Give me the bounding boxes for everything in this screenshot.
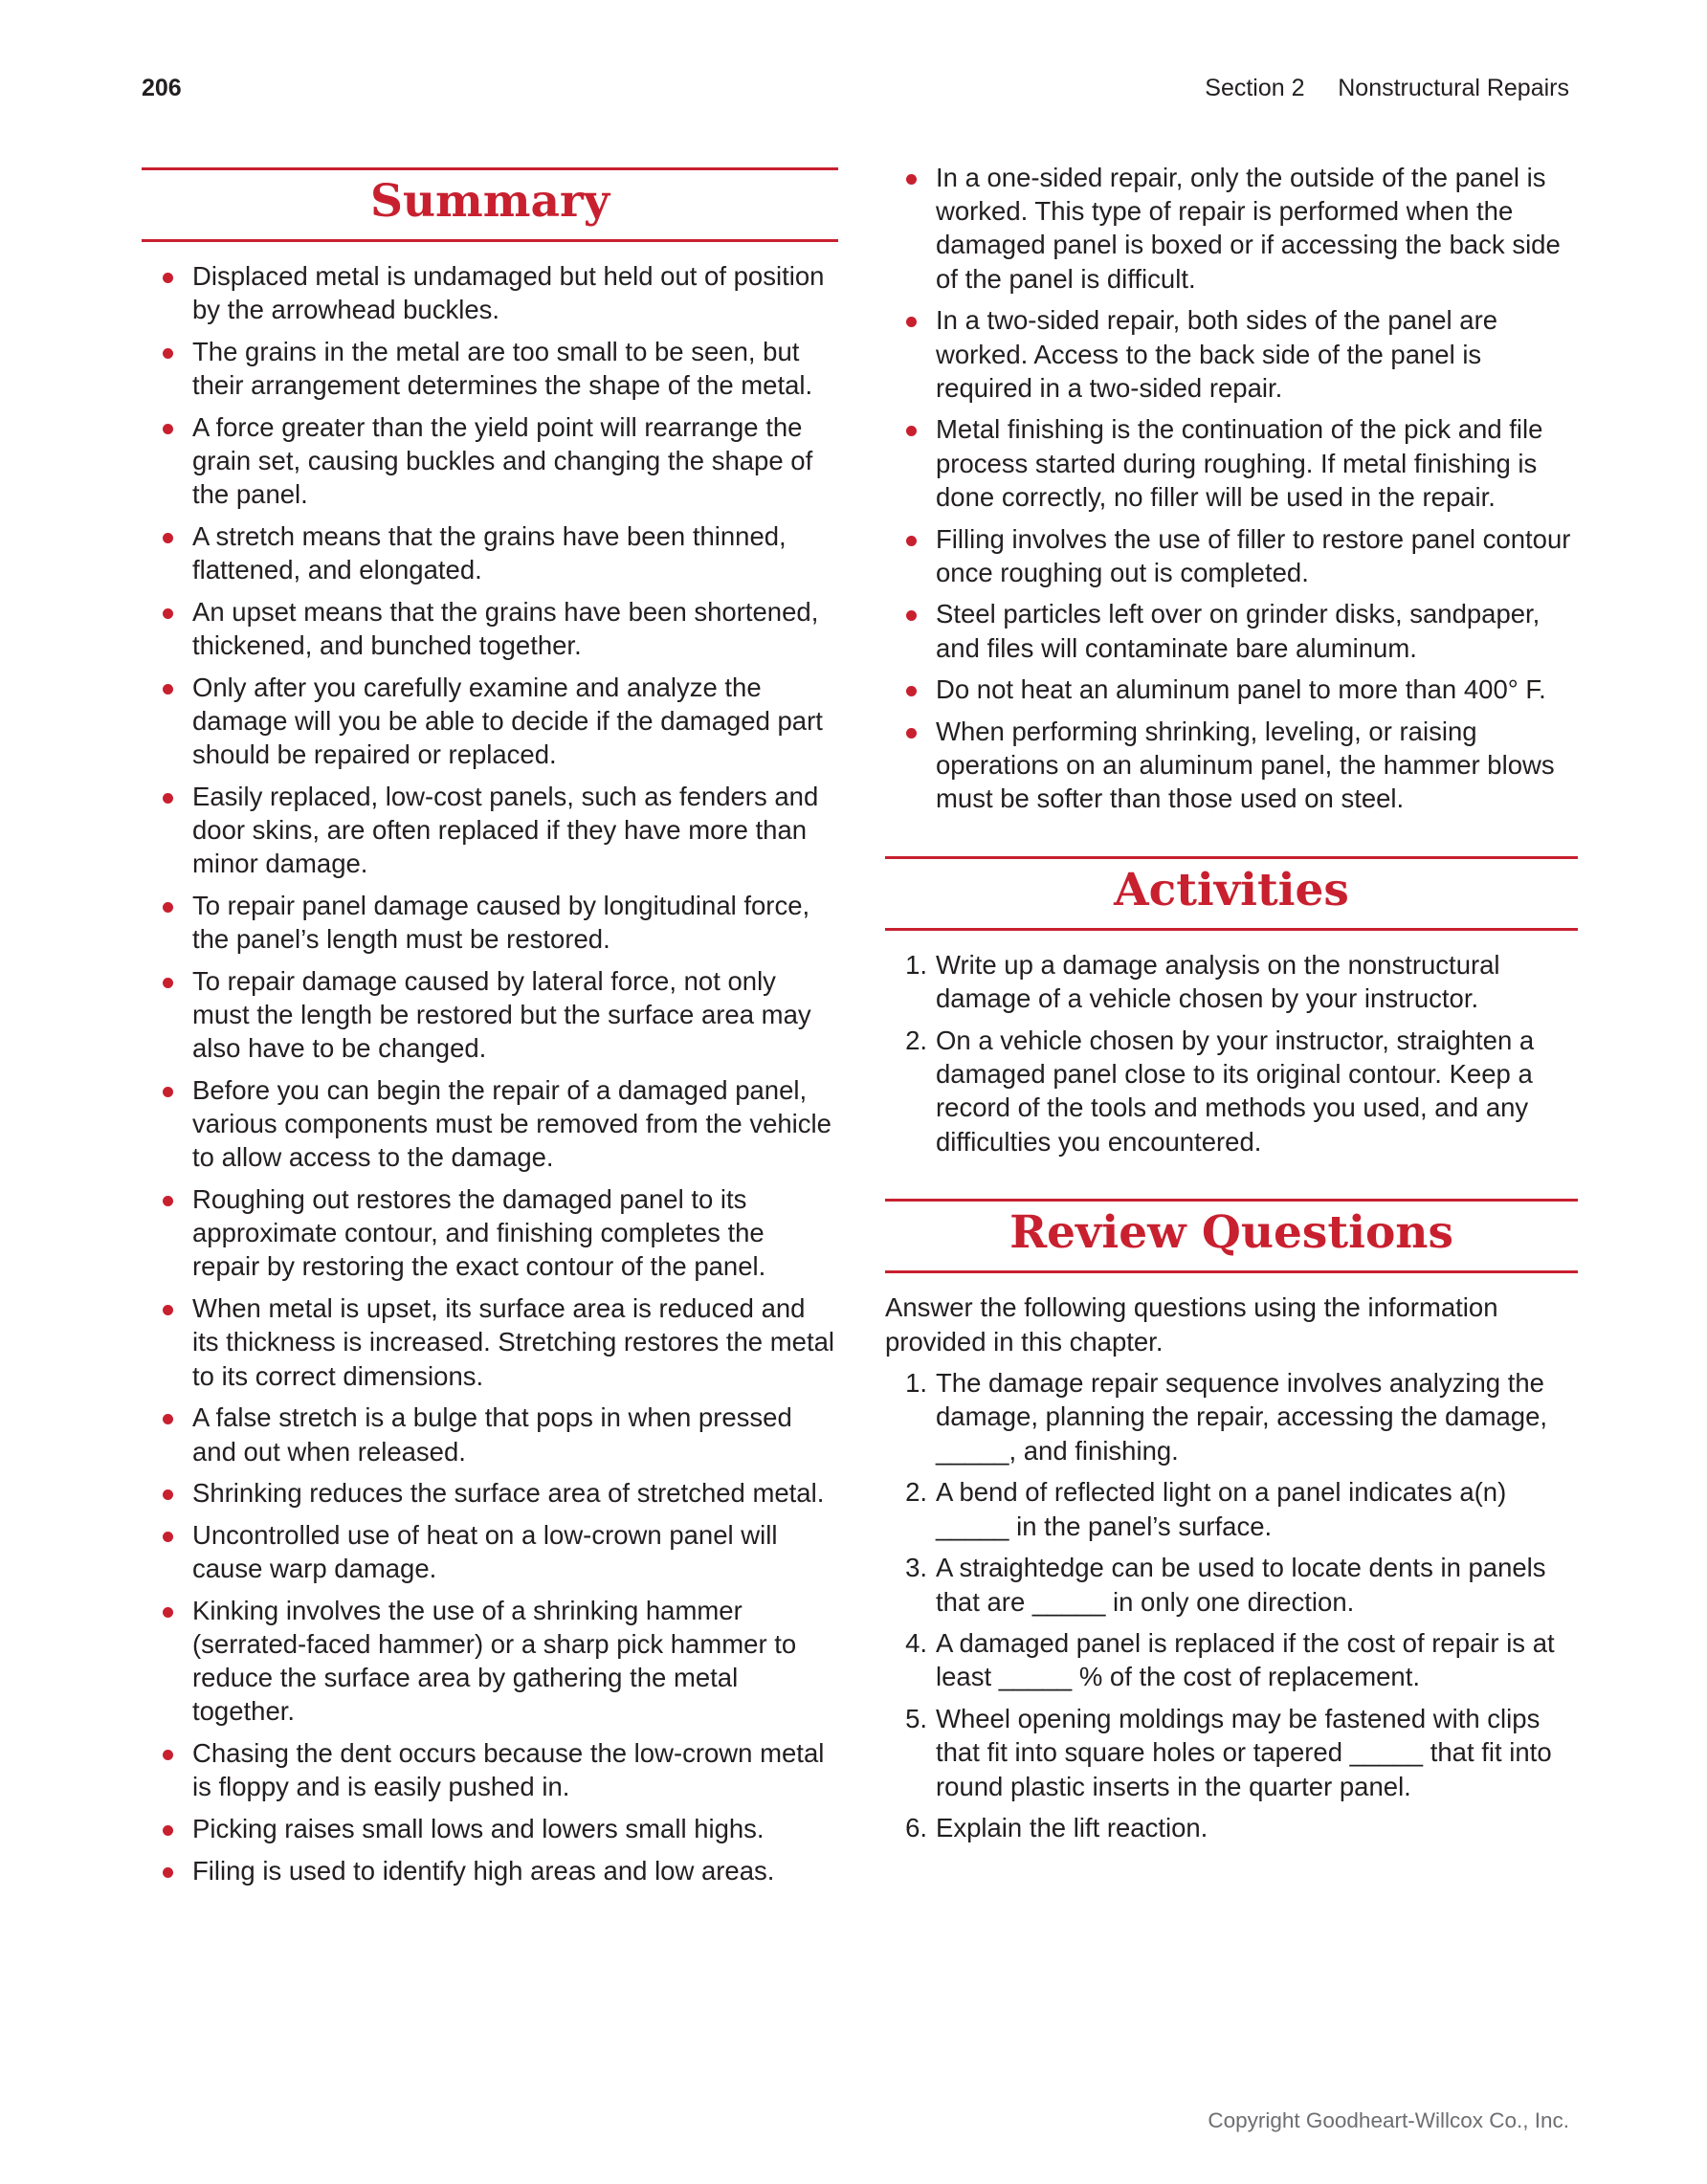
question-item: 1. The damage repair sequence involves analyzing the damage, planning the repair, accessing the damage, _____, and finishing.: [905, 1368, 1548, 1466]
summary-item: Easily replaced, low-cost panels, such as fenders and door skins, are often replaced if they have more than minor damage.: [142, 780, 838, 881]
summary-item: To repair panel damage caused by longitudinal force, the panel’s length must be restored.: [142, 889, 838, 956]
summary-item: Picking raises small lows and lowers small highs.: [142, 1812, 838, 1845]
bullet-icon: [163, 1414, 173, 1424]
bullet-icon: [163, 684, 173, 695]
bullet-icon: [163, 424, 173, 434]
summary-item: Shrinking reduces the surface area of stretched metal.: [142, 1476, 838, 1510]
bullet-icon: [906, 728, 917, 739]
summary-item: The grains in the metal are too small to be seen, but their arrangement determines the shape of the metal.: [142, 335, 838, 402]
bullet-icon: [906, 317, 917, 327]
summary-item: Steel particles left over on grinder disks, sandpaper, and files will contaminate bare aluminum.: [885, 597, 1578, 664]
summary-item: To repair damage caused by lateral force, not only must the length be restored but the surface area may also have to be changed.: [142, 964, 838, 1066]
bullet-icon: [163, 608, 173, 619]
summary-item: Displaced metal is undamaged but held out of position by the arrowhead buckles.: [142, 259, 838, 326]
review-questions-heading: Review Questions: [885, 1199, 1578, 1273]
left-column: [142, 167, 838, 1895]
summary-item: Uncontrolled use of heat on a low-crown panel will cause warp damage.: [142, 1518, 838, 1585]
page-number: 206: [142, 75, 182, 101]
summary-item: In a two-sided repair, both sides of the panel are worked. Access to the back side of the panel is required in a two-sided repair.: [885, 303, 1578, 405]
bullet-icon: [163, 978, 173, 988]
summary-heading: Summary: [142, 167, 838, 242]
summary-item: An upset means that the grains have been shortened, thickened, and bunched together.: [142, 595, 838, 662]
bullet-icon: [906, 426, 917, 436]
bullet-icon: [163, 1607, 173, 1618]
bullet-icon: [906, 536, 917, 546]
summary-item: Kinking involves the use of a shrinking hammer (serrated-faced hammer) or a sharp pick hammer to reduce the surface area by gathering the metal together.: [142, 1594, 838, 1729]
summary-item: When performing shrinking, leveling, or raising operations on an aluminum panel, the hammer blows must be softer than those used on steel.: [885, 715, 1578, 816]
activities-list: [885, 948, 1578, 1158]
question-item: 2. A bend of reflected light on a panel indicates a(n) _____ in the panel’s surface.: [905, 1477, 1507, 1541]
bullet-icon: [163, 273, 173, 283]
activity-item: 1. Write up a damage analysis on the nonstructural damage of a vehicle chosen by your instructor.: [905, 950, 1500, 1014]
summary-item: Chasing the dent occurs because the low-crown metal is floppy and is easily pushed in.: [142, 1736, 838, 1803]
summary-item: Before you can begin the repair of a damaged panel, various components must be removed from the vehicle to allow access to the damage.: [142, 1073, 838, 1175]
bullet-icon: [906, 686, 917, 696]
review-intro: Answer the following questions using the information provided in this chapter.: [885, 1292, 1498, 1357]
summary-list-continued: [885, 161, 1578, 816]
question-item: 6. Explain the lift reaction.: [905, 1813, 1208, 1843]
summary-item: Roughing out restores the damaged panel to its approximate contour, and finishing completes the repair by restoring the exact contour of the panel.: [142, 1182, 838, 1284]
summary-item: A stretch means that the grains have been thinned, flattened, and elongated.: [142, 519, 838, 586]
question-item: 5. Wheel opening moldings may be fastened with clips that fit into square holes or tapered _____ that fit into round plastic inserts in the quarter panel.: [905, 1704, 1552, 1801]
bullet-icon: [163, 1087, 173, 1097]
question-item: 4. A damaged panel is replaced if the cost of repair is at least _____ % of the cost of replacement.: [905, 1628, 1555, 1692]
summary-item: Do not heat an aluminum panel to more than 400° F.: [885, 673, 1578, 706]
summary-item: Metal finishing is the continuation of the pick and file process started during roughing. If metal finishing is done correctly, no filler will be used in the repair.: [885, 412, 1578, 514]
summary-item: A force greater than the yield point will rearrange the grain set, causing buckles and changing the shape of the panel.: [142, 410, 838, 512]
bullet-icon: [906, 610, 917, 621]
bullet-icon: [163, 348, 173, 359]
bullet-icon: [163, 1532, 173, 1542]
bullet-icon: [163, 1305, 173, 1315]
summary-item: Filling involves the use of filler to restore panel contour once roughing out is completed.: [885, 522, 1578, 589]
bullet-icon: [906, 174, 917, 185]
bullet-icon: [163, 1750, 173, 1760]
activities-heading: Activities: [885, 856, 1578, 931]
right-column: [885, 161, 1578, 1853]
bullet-icon: [163, 1825, 173, 1836]
summary-item: In a one-sided repair, only the outside of the panel is worked. This type of repair is performed when the damaged panel is boxed or if accessing the back side of the panel is difficult.: [885, 161, 1578, 296]
summary-item: Only after you carefully examine and analyze the damage will you be able to decide if the damaged part should be repaired or replaced.: [142, 671, 838, 772]
summary-item: When metal is upset, its surface area is reduced and its thickness is increased. Stretching restores the metal to its correct dimensions.: [142, 1291, 838, 1393]
bullet-icon: [163, 793, 173, 804]
bullet-icon: [163, 533, 173, 543]
summary-item: A false stretch is a bulge that pops in when pressed and out when released.: [142, 1401, 838, 1467]
question-item: 3. A straightedge can be used to locate dents in panels that are _____ in only one direction.: [905, 1553, 1546, 1617]
summary-item: Filing is used to identify high areas and low areas.: [142, 1854, 838, 1887]
summary-list: [142, 259, 838, 1887]
review-questions-list: [885, 1366, 1578, 1844]
bullet-icon: [163, 1867, 173, 1878]
copyright-footer: Copyright Goodheart-Willcox Co., Inc.: [1208, 2108, 1569, 2132]
activity-item: 2. On a vehicle chosen by your instructor, straighten a damaged panel close to its original contour. Keep a record of the tools and methods you used, and any difficulties you encountered.: [905, 1026, 1535, 1157]
bullet-icon: [163, 1196, 173, 1206]
running-header: Section 2 Nonstructural Repairs: [1205, 75, 1569, 101]
bullet-icon: [163, 1489, 173, 1500]
bullet-icon: [163, 902, 173, 913]
